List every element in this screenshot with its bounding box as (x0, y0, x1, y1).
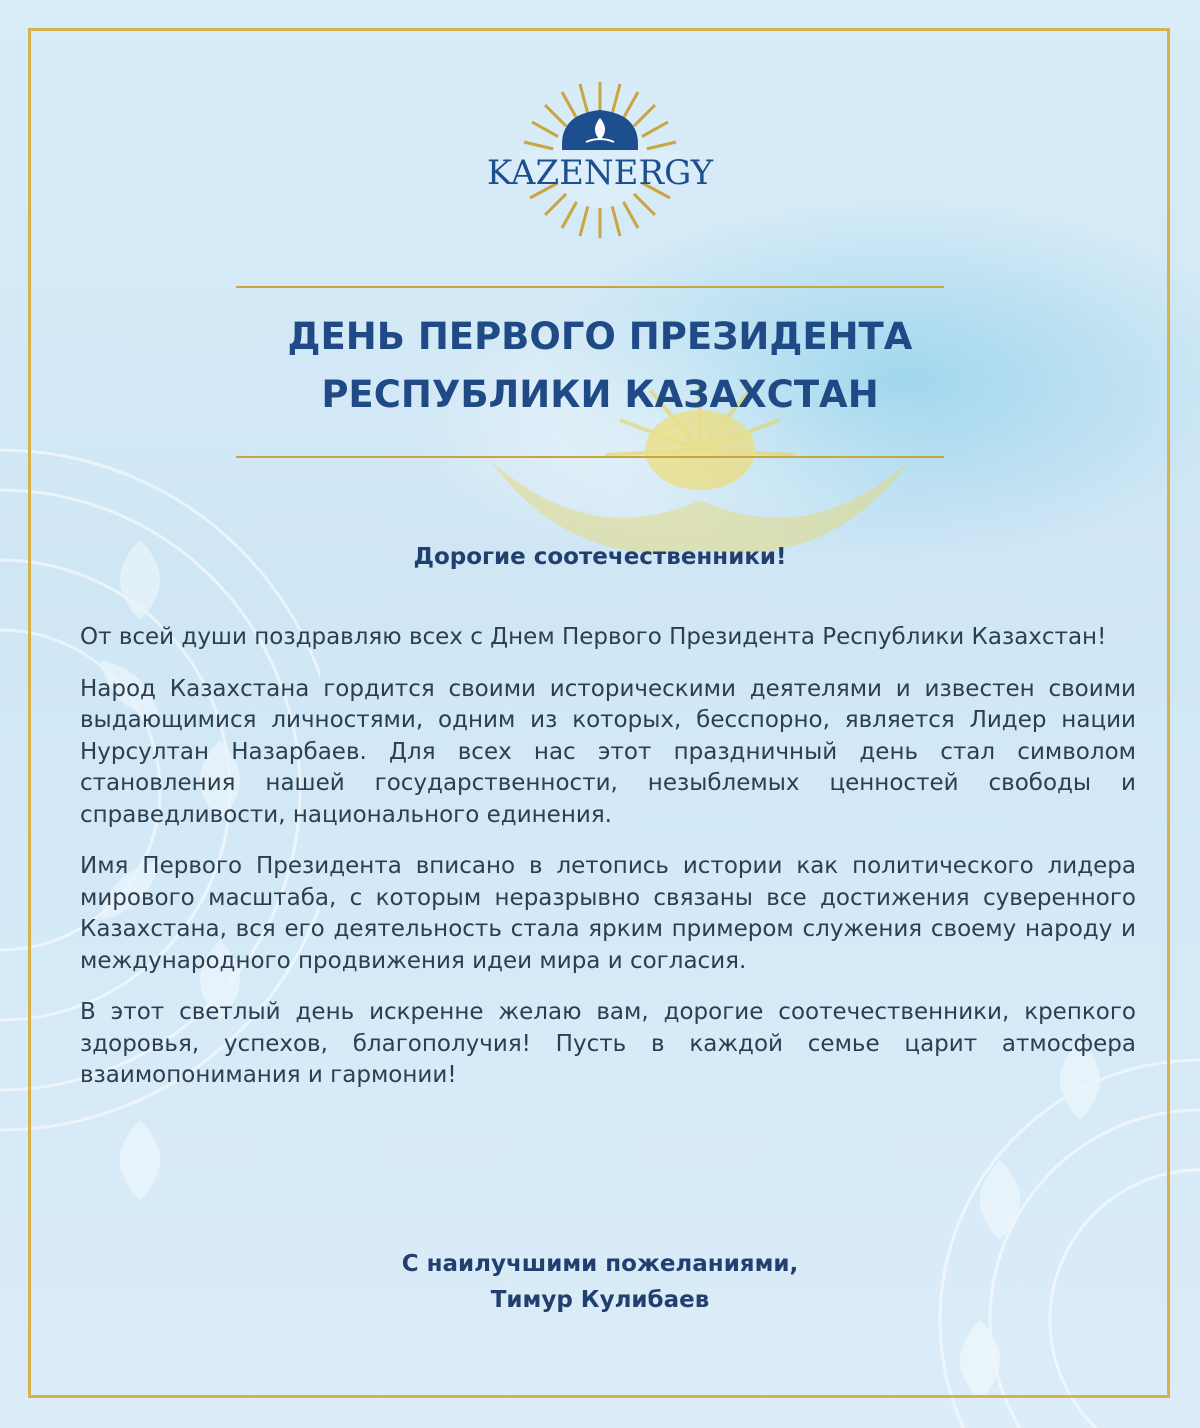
signer-name: Тимур Кулибаев (490, 1287, 710, 1313)
paragraph: Имя Первого Президента вписано в летопись истории как политического лидера мирового масштаба, с которым неразрывно связаны все достижения суверенного Казахстана, вся его деятельность стала ярким примером служения своему народу и международного продвижения идеи мира и согласия. (80, 853, 1136, 974)
signoff (200, 1246, 1000, 1318)
letter-body (80, 622, 1136, 1112)
paragraph: От всей души поздравляю всех с Днем Первого Президента Республики Казахстан! (80, 624, 1107, 650)
paragraph: В этот светлый день искренне желаю вам, дорогие соотечественники, крепкого здоровья, успехов, благополучия! Пусть в каждой семье царит атмосфера взаимопонимания и гармонии! (80, 999, 1136, 1088)
paragraph: Народ Казахстана гордится своими историческими деятелями и известен своими выдающимися личностями, одним из которых, бесспорно, является Лидер нации Нурсултан Назарбаев. Для всех нас этот праздничный день стал символом становления нашей государственности, незыблемых ценностей свободы и справедливости, национального единения. (80, 675, 1136, 828)
divider-bottom (236, 456, 944, 458)
title-line-2: РЕСПУБЛИКИ КАЗАХСТАН (321, 373, 879, 416)
salutation: Дорогие соотечественники! (413, 544, 787, 570)
signoff-line-1: С наилучшими пожеланиями, (401, 1251, 799, 1277)
brand-name: KAZENERGY (486, 153, 714, 193)
title-line-1: ДЕНЬ ПЕРВОГО ПРЕЗИДЕНТА (287, 315, 913, 358)
page-title (200, 308, 1000, 424)
divider-top (236, 286, 944, 288)
